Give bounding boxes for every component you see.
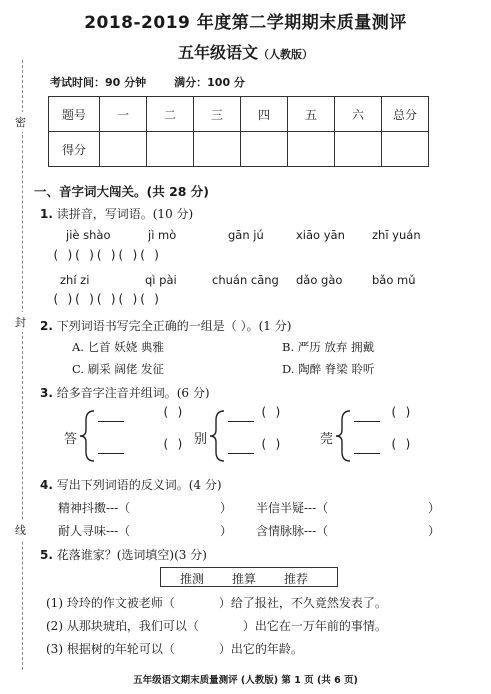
option-c[interactable]: C. 刷采 阔佬 发征 xyxy=(72,362,165,376)
answer-line[interactable] xyxy=(228,421,254,422)
word-bank-item: 推算 xyxy=(232,572,257,586)
question-1 xyxy=(40,205,193,222)
antonym-item: 含情脉脉---（ xyxy=(256,524,329,538)
answer-paren[interactable]: ( ) xyxy=(162,405,184,419)
score-cell: 二 xyxy=(147,97,194,132)
question-number: 3. xyxy=(40,386,53,400)
question-text: 给多音字注音并组词。(6 分) xyxy=(56,386,210,400)
word-bank-item: 推荐 xyxy=(284,572,309,586)
score-input-cell[interactable] xyxy=(288,132,335,167)
score-table xyxy=(48,96,429,167)
exam-meta xyxy=(50,74,273,90)
exam-title: 2018-2019 年度第二学期期末质量测评 xyxy=(84,13,407,33)
antonym-close[interactable]: ） xyxy=(220,524,233,538)
pinyin-2-4: dǎo gào xyxy=(296,273,343,287)
question-4 xyxy=(40,476,222,493)
option-d[interactable]: D. 陶醉 脊梁 聆听 xyxy=(282,362,375,376)
option-b[interactable]: B. 严历 放弃 拥戴 xyxy=(282,340,375,354)
answer-line[interactable] xyxy=(98,453,124,454)
binding-char-xian: 线 xyxy=(15,520,26,540)
pinyin-1-1: jiè shào xyxy=(66,228,111,242)
question-text: 下列词语书写完全正确的一组是（ ）。(1 分) xyxy=(56,319,292,333)
fill-sentence-3 xyxy=(46,640,303,657)
polyphone-char: 答 xyxy=(64,432,78,447)
score-cell: 五 xyxy=(288,97,335,132)
sentence-post: ）给了报社，不久竟然发表了。 xyxy=(218,596,387,610)
brace-icon xyxy=(206,408,228,464)
score-cell: 一 xyxy=(100,97,147,132)
antonym-close[interactable]: ） xyxy=(220,501,233,515)
antonym-item: 耐人寻味---（ xyxy=(58,524,131,538)
answer-paren[interactable]: ( ) xyxy=(260,405,282,419)
page-footer: 五年级语文期末质量测评 (人教版) 第 1 页 (共 6 页) xyxy=(133,675,358,686)
question-number: 2. xyxy=(40,319,53,333)
fill-sentence-2 xyxy=(46,617,387,634)
score-table-score-row xyxy=(49,132,429,167)
answer-line[interactable] xyxy=(354,421,380,422)
score-cell: 题号 xyxy=(49,97,100,132)
answer-paren[interactable]: ( ) xyxy=(260,437,282,451)
score-input-cell[interactable] xyxy=(147,132,194,167)
pinyin-1-5: zhī yuán xyxy=(372,228,421,242)
polyphone-char: 莞 xyxy=(320,432,334,447)
score-table-header-row xyxy=(49,97,429,132)
score-cell: 得分 xyxy=(49,132,100,167)
fill-sentence-1 xyxy=(46,594,387,611)
section-heading: 一、音字词大闯关。(共 28 分) xyxy=(34,184,210,199)
score-input-cell[interactable] xyxy=(100,132,147,167)
score-cell: 总分 xyxy=(382,97,429,132)
answer-blanks-row-2[interactable]: ( )( )( )( )( ) xyxy=(52,292,161,306)
option-a[interactable]: A. 匕首 妖娆 典雅 xyxy=(72,340,164,354)
pinyin-2-1: zhí zi xyxy=(60,273,90,287)
pinyin-2-2: qì pài xyxy=(145,273,177,287)
pinyin-1-3: gān jú xyxy=(228,228,264,242)
question-number: 5. xyxy=(40,548,53,562)
pinyin-2-3: chuán cāng xyxy=(212,273,279,287)
question-3 xyxy=(40,384,210,401)
pinyin-1-2: jì mò xyxy=(148,228,177,242)
question-text: 读拼音，写词语。(10 分) xyxy=(56,207,194,221)
sentence-post: ）出它的年龄。 xyxy=(218,642,303,656)
sentence-pre: (3) 根据树的年轮可以（ xyxy=(46,642,175,656)
antonym-close[interactable]: ） xyxy=(428,501,441,515)
antonym-item: 半信半疑---（ xyxy=(256,501,329,515)
answer-line[interactable] xyxy=(228,453,254,454)
score-input-cell[interactable] xyxy=(241,132,288,167)
polyphone-char: 别 xyxy=(194,432,208,447)
pinyin-2-5: bǎo mǔ xyxy=(372,273,416,287)
answer-paren[interactable]: ( ) xyxy=(162,437,184,451)
answer-line[interactable] xyxy=(98,421,124,422)
exam-subtitle xyxy=(0,40,491,63)
antonym-close[interactable]: ） xyxy=(428,524,441,538)
question-5 xyxy=(40,546,207,563)
score-input-cell[interactable] xyxy=(335,132,382,167)
sentence-pre: (1) 玲玲的作文被老师（ xyxy=(46,596,175,610)
answer-paren[interactable]: ( ) xyxy=(390,405,412,419)
antonym-item: 精神抖擞---（ xyxy=(58,501,131,515)
question-number: 1. xyxy=(40,207,53,221)
question-2 xyxy=(40,317,291,334)
score-input-cell[interactable] xyxy=(194,132,241,167)
sentence-post: ）出它在一万年前的事情。 xyxy=(242,619,387,633)
exam-full-score: 满分：100 分 xyxy=(174,76,245,89)
brace-icon xyxy=(332,408,354,464)
binding-line xyxy=(22,60,23,670)
question-text: 花落谁家？(选词填空)(3 分) xyxy=(56,548,207,562)
question-text: 写出下列词语的反义词。(4 分) xyxy=(56,478,222,492)
sentence-pre: (2) 从那块琥珀，我们可以（ xyxy=(46,619,199,633)
edition-label: （人教版） xyxy=(258,48,313,61)
exam-time: 考试时间：90 分钟 xyxy=(50,76,147,89)
binding-char-feng: 封 xyxy=(15,312,26,332)
question-number: 4. xyxy=(40,478,53,492)
score-cell: 三 xyxy=(194,97,241,132)
score-cell: 四 xyxy=(241,97,288,132)
pinyin-1-4: xiāo yān xyxy=(296,228,345,242)
binding-char-mi: 密 xyxy=(15,112,26,132)
word-bank-item: 推测 xyxy=(180,572,205,586)
score-input-cell[interactable] xyxy=(382,132,429,167)
brace-icon xyxy=(76,408,98,464)
answer-paren[interactable]: ( ) xyxy=(390,437,412,451)
answer-line[interactable] xyxy=(354,453,380,454)
subject-label: 五年级语文 xyxy=(177,43,258,62)
score-cell: 六 xyxy=(335,97,382,132)
answer-blanks-row-1[interactable]: ( )( )( )( )( ) xyxy=(52,248,161,262)
